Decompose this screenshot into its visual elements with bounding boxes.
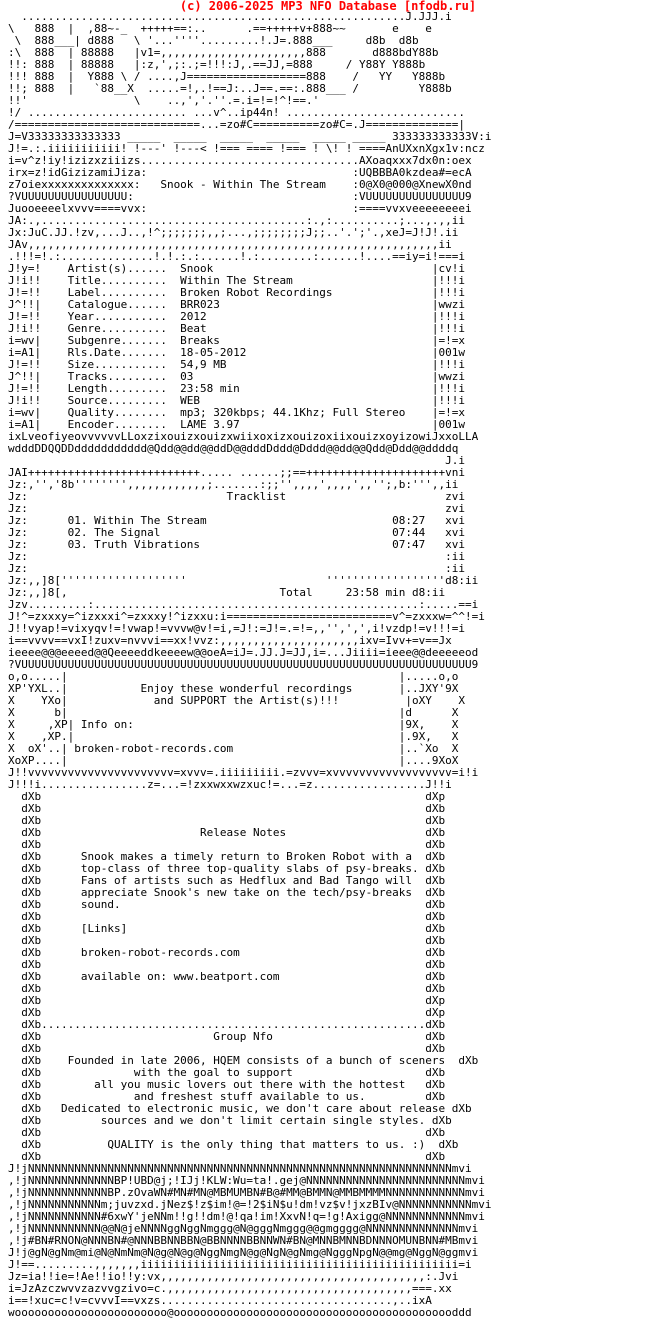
nfo-line: dXb dXb xyxy=(8,982,446,995)
nfo-line: dXb and freshest stuff available to us. dXb xyxy=(8,1090,446,1103)
nfo-line: ,!jNNNNNNNNNNN#6xwY'jeNNm!!g!!dm!@!qa!im!XxvN!q=!g!Axigg@NNNNNNNNNNNNmvi xyxy=(8,1210,485,1223)
nfo-line: J!=.:.iiiiiiiiiii! !---' !---< !=== ==== !=== ! \! ! ====AnUXxnXgx1v:ncz xyxy=(8,142,485,155)
nfo-line: J!=!! Size........... 54,9 MB |!!!i xyxy=(8,358,465,371)
site-copyright-header: (c) 2006-2025 MP3 NFO Database [nfodb.ru] xyxy=(179,0,477,13)
nfo-line: J.i xyxy=(8,454,465,467)
nfo-line: wdddDDQQDDddddddddddd@Qdd@@dd@@ddD@@dddDddd@Dddd@@dd@@Qdd@Ddd@@ddddq xyxy=(8,442,459,455)
nfo-line: X oX'..| broken-robot-records.com |..`Xo X xyxy=(8,742,459,755)
nfo-line: \ 888___| d888 \ '...''''.........!.J=.888___ d8b d8b xyxy=(8,34,419,47)
nfo-line: Jz: 01. Within The Stream 08:27 xvi xyxy=(8,514,465,527)
nfo-line: J=V33333333333333 _____ _____ _____ _____ _____ _____ 333333333333V:i xyxy=(8,130,492,143)
nfo-line: J!i!! Genre.......... Beat |!!!i xyxy=(8,322,465,335)
nfo-line: Jz: zvi xyxy=(8,502,465,515)
nfo-line: dXb dXb xyxy=(8,1150,446,1163)
nfo-line: i=A1| Rls.Date....... 18-05-2012 |001w xyxy=(8,346,465,359)
nfo-line: J!=!! Length......... 23:58 min |!!!i xyxy=(8,382,465,395)
nfo-line: X ,XP.| |.9X, X xyxy=(8,730,459,743)
nfo-line: JAI++++++++++++++++++++++++++..... ......;;==+++++++++++++++++++++vni xyxy=(8,466,465,479)
nfo-line: Jz: :ii xyxy=(8,550,465,563)
nfo-line: o,o.....| |.....o,o xyxy=(8,670,459,683)
nfo-line: JA:.,........................................:.,:..........;...,.,,ii xyxy=(8,214,465,227)
nfo-line: !!: 888 | 88888 |:z,',;:.;=!!!:J,.==JJ,=888 / Y88Y Y888b xyxy=(8,58,426,71)
nfo-line: Jz:,'','8b'''''''',,,,,,,,,,,,;.......:;;'',,,,',,,,',,'';,b:''',,ii xyxy=(8,478,459,491)
nfo-line: dXb top-class of three top-quality slabs of psy-breaks. dXb xyxy=(8,862,446,875)
nfo-line: ,!j#BN#RNON@NNNBN#@NNNBBNNBBN@BBNNNNBBNNWN#BN@MNNBMNNBDNNNOMUNBNN#MBmvi xyxy=(8,1234,479,1247)
nfo-line: J!!vvvvvvvvvvvvvvvvvvvvvv=xvvv=.iiiiiiiii.=zvvv=xvvvvvvvvvvvvvvvvvv=i!i xyxy=(8,766,479,779)
nfo-line: dXb available on: www.beatport.com dXb xyxy=(8,970,446,983)
nfo-line: J^!!| Tracks......... 03 |wwzi xyxy=(8,370,465,383)
nfo-line: wooooooooooooooooooooooo@ooooooooooooooooooooooooooooooooooooooooooddd xyxy=(8,1306,472,1319)
nfo-line: J!=!! Label.......... Broken Robot Recordings |!!!i xyxy=(8,286,465,299)
nfo-line: Jz:,,]8[''''''''''''''''''' ''''''''''''''''''d8:ii xyxy=(8,574,479,587)
nfo-line: dXb dXb xyxy=(8,910,446,923)
nfo-line: i=JzAzczwvvzazvvgzivo=c.,,,,,,,,,,,,,,,,,,,,,,,,,,,,,,,,,,,,,===.xx xyxy=(8,1282,452,1295)
nfo-line: !!' \ ..,','.''.=.i=!=!^!==.' xyxy=(8,94,320,107)
nfo-line: ixLveofiyeovvvvvvLLoxzixouizxouizxwiixoxizxouizoxiixouizxoyizowiJxxoLLA xyxy=(8,430,479,443)
nfo-line: dXb Fans of artists such as Hedflux and Bad Tango will dXb xyxy=(8,874,446,887)
nfo-line: X YXo| and SUPPORT the Artist(s)!!! |oXY X xyxy=(8,694,465,707)
nfo-line: dXb Snook makes a timely return to Broken Robot with a dXb xyxy=(8,850,446,863)
nfo-line: dXb appreciate Snook's new take on the tech/psy-breaks dXb xyxy=(8,886,446,899)
nfo-line: ,!jNNNNNNNNNNNNNBP!UBD@j;!IJj!KLW:Wu=ta!.gej@NNNNNNNNNNNNNNNNNNNNNNNNmvi xyxy=(8,1174,485,1187)
nfo-line: J!j@gN@gNm@mi@N@NmNm@N@g@N@g@NggNmgN@g@NgN@gNmg@NgggNpgN@@mg@NggN@ggmvi xyxy=(8,1246,479,1259)
nfo-line: dXb dXp xyxy=(8,994,446,1007)
nfo-line: J!jNNNNNNNNNNNNNNNNNNNNNNNNNNNNNNNNNNNNNNNNNNNNNNNNNNNNNNNNNNNNNNNNmvi xyxy=(8,1162,472,1175)
nfo-line: ?VUUUUUUUUUUUUUUUUUUUUUUUUUUUUUUUUUUUUUUUUUUUUUUUUUUUUUUUUUUUUUUUUUUUU9 xyxy=(8,658,479,671)
nfo-line: dXb dXb xyxy=(8,802,446,815)
nfo-line: ..........................................................J.JJJ.i xyxy=(8,10,452,23)
nfo-line: J!^=zxxxy=^izxxxi^=zxxxy!^izxxu:i=========================v^=zxxxw=^^!=i xyxy=(8,610,485,623)
nfo-line: ,!jNNNNNNNNNNNm;juvzxd.jNez$!z$im!@=!2$iN$u!dm!vz$v!jxzBIv@NNNNNNNNNNNmvi xyxy=(8,1198,492,1211)
nfo-line: dXb broken-robot-records.com dXb xyxy=(8,946,446,959)
nfo-line: dXb Dedicated to electronic music, we don't care about release dXb xyxy=(8,1102,472,1115)
nfo-line: dXb [Links] dXb xyxy=(8,922,446,935)
nfo-line: dXb QUALITY is the only thing that matters to us. :) dXb xyxy=(8,1138,459,1151)
nfo-line: dXb dXp xyxy=(8,1006,446,1019)
nfo-line: Juooeeeelxvvv====vvx: :====vvxveeeeeeeei xyxy=(8,202,472,215)
nfo-line: .!!!=!.:..............!.!.:.:......!.:........:......!....==iy=i!===i xyxy=(8,250,465,263)
nfo-line: ieeee@@@eeeed@@Qeeeeddkeeeew@@oeA=iJ=.JJ.J=JJ,i=...Jiiii=ieee@@deeeeeod xyxy=(8,646,479,659)
nfo-line: dXb dXb xyxy=(8,958,446,971)
nfo-line: i=v^z!iy!izizxziiizs.................................AXoaqxxx7dx0n:oex xyxy=(8,154,472,167)
nfo-line: Jz:,,]8[, Total 23:58 min d8:ii xyxy=(8,586,446,599)
nfo-line: ,!jNNNNNNNNNNNNBP.zOvaWN#MN#MN@MBMUMBN#B@#MM@BMMN@MMBMMMMNNNNNNNNNNNNmvi xyxy=(8,1186,485,1199)
nfo-line: dXb dXb xyxy=(8,1126,446,1139)
nfo-line: !/ ........................ ...v^..ip44n! ........................... xyxy=(8,106,465,119)
nfo-line: irx=z!idGizizamiJiza: :UQBBBA0kzdea#=ecA xyxy=(8,166,472,179)
nfo-line: dXb..........................................................dXb xyxy=(8,1018,446,1031)
nfo-line: Jx:JuC.JJ.!zv,...J..,!^;;;;;;;,,;...,;;;;;;;;J;;..'.';'.,xeJ=J!J!.ii xyxy=(8,226,459,239)
nfo-line: dXb all you music lovers out there with the hottest dXb xyxy=(8,1078,446,1091)
nfo-line: !!! 888 | Y888 \ / ....,J==================888 / YY Y888b xyxy=(8,70,446,83)
nfo-line: dXb dXb xyxy=(8,1042,446,1055)
nfo-line: dXb dXb xyxy=(8,814,446,827)
nfo-line: Jzv.........:.................................................:.....==i xyxy=(8,598,479,611)
nfo-line: Jz: Tracklist zvi xyxy=(8,490,465,503)
nfo-line: XP'YXL..| Enjoy these wonderful recordings |..JXY'9X xyxy=(8,682,459,695)
nfo-line: dXb dXp xyxy=(8,790,446,803)
nfo-line: !!; 888 | `88__X .....=!,.!==J:..J==.==:.888___ / Y888b xyxy=(8,82,452,95)
nfo-line: X b| |d X xyxy=(8,706,459,719)
nfo-line: dXb sound. dXb xyxy=(8,898,446,911)
nfo-line: dXb Founded in late 2006, HQEM consists of a bunch of sceners dXb xyxy=(8,1054,479,1067)
nfo-line: \ 888 | ,88~-_ +++++==:.. .==+++++v+888~~ e e xyxy=(8,22,432,35)
nfo-line: J!y=! Artist(s)...... Snook |cv!i xyxy=(8,262,465,275)
nfo-line: dXb dXb xyxy=(8,934,446,947)
nfo-line: i=wv| Subgenre....... Breaks |=!=x xyxy=(8,334,465,347)
nfo-line: XoXP....| |....9XoX xyxy=(8,754,459,767)
nfo-line: J^!!| Catalogue...... BRR023 |wwzi xyxy=(8,298,465,311)
nfo-line: dXb sources and we don't limit certain single styles. dXb xyxy=(8,1114,452,1127)
nfo-line: J!!vyap!=vixyqv!=!vwap!=vvvw@v!=i,=J!:=J!=.=!=,,'',',',i!vzdp!=v!!!=i xyxy=(8,622,465,635)
nfo-line: Jz: :ii xyxy=(8,562,465,575)
nfo-line: JAv,,,,,,,,,,,,,,,,,,,,,,,,,,,,,,,,,,,,,,,,,,,,,,,,,,,,,,,,,,,,,,ii xyxy=(8,238,452,251)
nfo-line: i==vvvv==vxI!zuxv=nvvvi==xx!vvz:,,,,,,,,,,,,,,,,,,,,,ixv=Ivv+=v==Jx xyxy=(8,634,452,647)
nfo-line: :\ 888 | 88888 |v1=,,,,,,,,,,,,,,,,,,,,,,888 d888bdY88b xyxy=(8,46,439,59)
nfo-line: z7oiexxxxxxxxxxxxxx: Snook - Within The Stream :0@X0@000@XnewX0nd xyxy=(8,178,472,191)
nfo-line: i=wv| Quality........ mp3; 320kbps; 44.1Khz; Full Stereo |=!=x xyxy=(8,406,465,419)
nfo-line: dXb with the goal to support dXb xyxy=(8,1066,446,1079)
nfo-line: i==!xuc=c!v=cvvvI==vxzs...................................,..ixA xyxy=(8,1294,432,1307)
nfo-line: J!i!! Source......... WEB |!!!i xyxy=(8,394,465,407)
nfo-line: J!i!! Title.......... Within The Stream |!!!i xyxy=(8,274,465,287)
nfo-line: J!!!i................z=...=!zxxwxxwzxuc!=...=z.................J!!i xyxy=(8,778,452,791)
nfo-ascii-document xyxy=(8,11,491,1319)
nfo-line: J!=!! Year........... 2012 |!!!i xyxy=(8,310,465,323)
nfo-line: X ,XP| Info on: |9X, X xyxy=(8,718,459,731)
nfo-line: Jz: 02. The Signal 07:44 xvi xyxy=(8,526,465,539)
nfo-line: dXb dXb xyxy=(8,838,446,851)
nfo-line: Jz: 03. Truth Vibrations 07:47 xvi xyxy=(8,538,465,551)
nfo-line: /============================...=zo#C==========zo#C=.J==============| xyxy=(8,118,465,131)
nfo-line: J!==.........,,,,,,,iiiiiiiiiiiiiiiiiiiiiiiiiiiiiiiiiiiiiiiiiiiiiiii=i xyxy=(8,1258,472,1271)
nfo-line: dXb Group Nfo dXb xyxy=(8,1030,446,1043)
nfo-line: ?VUUUUUUUUUUUUUUUU: :VUUUUUUUUUUUUUUU9 xyxy=(8,190,472,203)
nfo-line: i=A1| Encoder........ LAME 3.97 |001w xyxy=(8,418,465,431)
nfo-line: Jz=ia!!ie=!Ae!!io!!y:vx,,,,,,,,,,,,,,,,,,,,,,,,,,,,,,,,,,,,,,,,:.Jvi xyxy=(8,1270,459,1283)
nfo-line: dXb Release Notes dXb xyxy=(8,826,446,839)
nfo-line: ,!jNNNNNNNNNNN@@N@jeNNNNggNggNmggg@N@gggNmggg@@gmgggg@NNNNNNNNNNNNNNmvi xyxy=(8,1222,479,1235)
